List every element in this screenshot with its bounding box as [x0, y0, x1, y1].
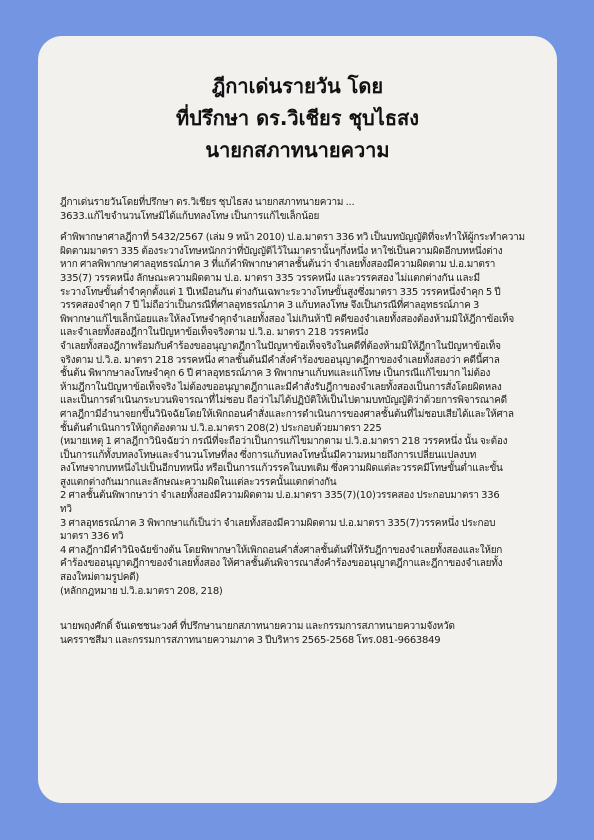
author-signature — [60, 620, 535, 647]
intro-line: 3633.แก้ไขจำนวนโทษมิได้แก้บทลงโทษ เป็นการแก้ไขเล็กน้อย — [60, 210, 320, 222]
body-line: ระวางโทษขั้นต่ำจำคุกตั้งแต่ 1 ปีเหมือนกัน ต่างกันเฉพาะระวางโทษขั้นสูงซึ่งมาตรา 335 วรรคหนึ่งจำคุก 5 ปี — [60, 286, 501, 298]
body-line: ทวิ — [60, 504, 72, 516]
body-line: 335(7) วรรคหนึ่ง ลักษณะความผิดตาม ป.อ. มาตรา 335 วรรคหนึ่ง และวรรคสอง ไม่แตกต่างกัน และมี — [60, 272, 480, 284]
body-line: คำพิพากษาศาลฎีกาที่ 5432/2567 (เล่ม 9 หน้า 2010) ป.อ.มาตรา 336 ทวิ เป็นบทบัญญัติที่จะทำให้ผู้กระทำความ — [60, 232, 525, 244]
title-line-3: นายกสภาทนายความ — [205, 138, 390, 162]
body-line: และจำเลยทั้งสองฎีกาในปัญหาข้อเท็จจริงตาม ป.วิ.อ. มาตรา 218 วรรคหนึ่ง — [60, 327, 369, 339]
body-line: มาตรา 336 ทวิ — [60, 531, 124, 543]
body-line: จริงตาม ป.วิ.อ. มาตรา 218 วรรคหนึ่ง ศาลชั้นต้นมีคำสั่งคำร้องขออนุญาตฎีกาของจำเลยทั้งสองว่า คดีนี้ศาล — [60, 354, 500, 366]
body-line: สูงแตกต่างกันมากและลักษณะความผิดในแต่ละวรรคนั้นแตกต่างกัน — [60, 476, 337, 488]
document-body — [60, 196, 535, 647]
body-line: และเป็นการดำเนินกระบวนพิจารณาที่ไม่ชอบ ถือว่าไม่ได้ปฏิบัติให้เป็นไปตามบทบัญญัติว่าด้วยการพิจารณาคดี — [60, 395, 507, 407]
body-line: หาก ศาลพิพากษาศาลอุทธรณ์ภาค 3 ที่แก้คำพิพากษาศาลชั้นต้นว่า จำเลยทั้งสองมีความผิดตาม ป.อ.มาตรา — [60, 259, 496, 271]
title-line-1: ฎีกาเด่นรายวัน โดย — [211, 74, 384, 98]
body-line: ลงโทษจากบทหนึ่งไปเป็นอีกบทหนึ่ง หรือเป็นการแก้วรรคในบทเดิม ซึ่งความผิดแต่ละวรรคมีโทษขั้นต่ำและขั้น — [60, 463, 503, 475]
document-card — [38, 36, 557, 803]
intro-line: ฎีกาเด่นรายวันโดยที่ปรึกษา ดร.วิเชียร ชุบไธสง นายกสภาทนายความ ... — [60, 197, 355, 208]
body-line: สองใหม่ตามรูปคดี) — [60, 572, 140, 584]
footer-line: นครราชสีมา และกรรมการสภาทนายความภาค 3 ปีบริหาร 2565-2568 โทร.081-9663849 — [60, 634, 441, 646]
body-line: เป็นการแก้ทั้งบทลงโทษและจำนวนโทษที่ลง ซึ่งการแก้บทลงโทษนั้นมีความหมายถึงการเปลี่ยนแปลงบท — [60, 449, 477, 461]
body-line: (หลักกฎหมาย ป.วิ.อ.มาตรา 208, 218) — [60, 585, 223, 597]
title-line-2: ที่ปรึกษา ดร.วิเชียร ชุบไธสง — [175, 106, 419, 130]
body-line: ผิดตามมาตรา 335 ต้องระวางโทษหนักกว่าที่บัญญัติไว้ในมาตรานั้นๆกึ่งหนึ่ง หาใช่เป็นความผิดอีกบทหนึ่งต่าง — [60, 245, 503, 257]
body-line: วรรคสองจำคุก 7 ปี ไม่ถือว่าเป็นกรณีที่ศาลอุทธรณ์ภาค 3 แก้บทลงโทษ จึงเป็นกรณีที่ศาลอุทธรณ์ภาค 3 — [60, 300, 480, 312]
body-line: คำร้องขออนุญาตฎีกาของจำเลยทั้งสอง ให้ศาลชั้นต้นพิจารณาสั่งคำร้องขออนุญาตฎีกาและฎีกาของจำเลยทั้ง — [60, 558, 503, 570]
judgment-paragraph — [60, 231, 535, 598]
body-line: 2 ศาลชั้นต้นพิพากษาว่า จำเลยทั้งสองมีความผิดตาม ป.อ.มาตรา 335(7)(10)วรรคสอง ประกอบมาตรา 336 — [60, 490, 500, 502]
footer-line: นายพฤงศักดิ์ จันเดชชนะวงศ์ ที่ปรึกษานายกสภาทนายความ และกรรมการสภาทนายความจังหวัด — [60, 621, 455, 633]
body-line: ชั้นต้น พิพากษาลงโทษจำคุก 6 ปี ศาลอุทธรณ์ภาค 3 พิพากษาแก้บทและแก้โทษ เป็นกรณีแก้ไขมาก ไม่ต้อง — [60, 368, 491, 380]
body-line: ห้ามฎีกาในปัญหาข้อเท็จจริง ไม่ต้องขออนุญาตฎีกาและมีคำสั่งรับฎีกาของจำเลยทั้งสองเป็นการสั่งโดยผิดหลง — [60, 381, 502, 393]
body-line: พิพากษาแก้ไขเล็กน้อยและให้ลงโทษจำคุกจำเลยทั้งสอง ไม่เกินห้าปี คดีของจำเลยทั้งสองต้องห้ามมิให้ฎีกาข้อเท็จ — [60, 313, 514, 325]
body-line: 4 ศาลฎีกามีคำวินิจฉัยข้างต้น โดยพิพากษาให้เพิกถอนคำสั่งศาลชั้นต้นที่ให้รับฎีกาของจำเลยทั้งสองและให้ยก — [60, 544, 503, 556]
body-line: 3 ศาลอุทธรณ์ภาค 3 พิพากษาแก้เป็นว่า จำเลยทั้งสองมีความผิดตาม ป.อ.มาตรา 335(7)วรรคหนึ่ง ประกอบ — [60, 517, 496, 529]
page-title — [60, 70, 535, 166]
body-line: ศาลฎีกามีอำนาจยกขึ้นวินิจฉัยโดยให้เพิกถอนคำสั่งและการดำเนินการของศาลชั้นต้นที่ไม่ชอบเสียได้และให้ศาล — [60, 408, 514, 420]
body-line: (หมายเหตุ 1 ศาลฎีกาวินิจฉัยว่า กรณีที่จะถือว่าเป็นการแก้ไขมากตาม ป.วิ.อ.มาตรา 218 วรรคหนึ่ง นั้น จะต้อง — [60, 436, 508, 448]
intro-paragraph — [60, 196, 535, 223]
body-line: จำเลยทั้งสองฎีกาพร้อมกับคำร้องขออนุญาตฎีกาในปัญหาข้อเท็จจริงในคดีที่ต้องห้ามมิให้ฎีกาในปัญหาข้อเท็จ — [60, 340, 501, 352]
body-line: ชั้นต้นดำเนินการให้ถูกต้องตาม ป.วิ.อ.มาตรา 208(2) ประกอบด้วยมาตรา 225 — [60, 422, 382, 434]
